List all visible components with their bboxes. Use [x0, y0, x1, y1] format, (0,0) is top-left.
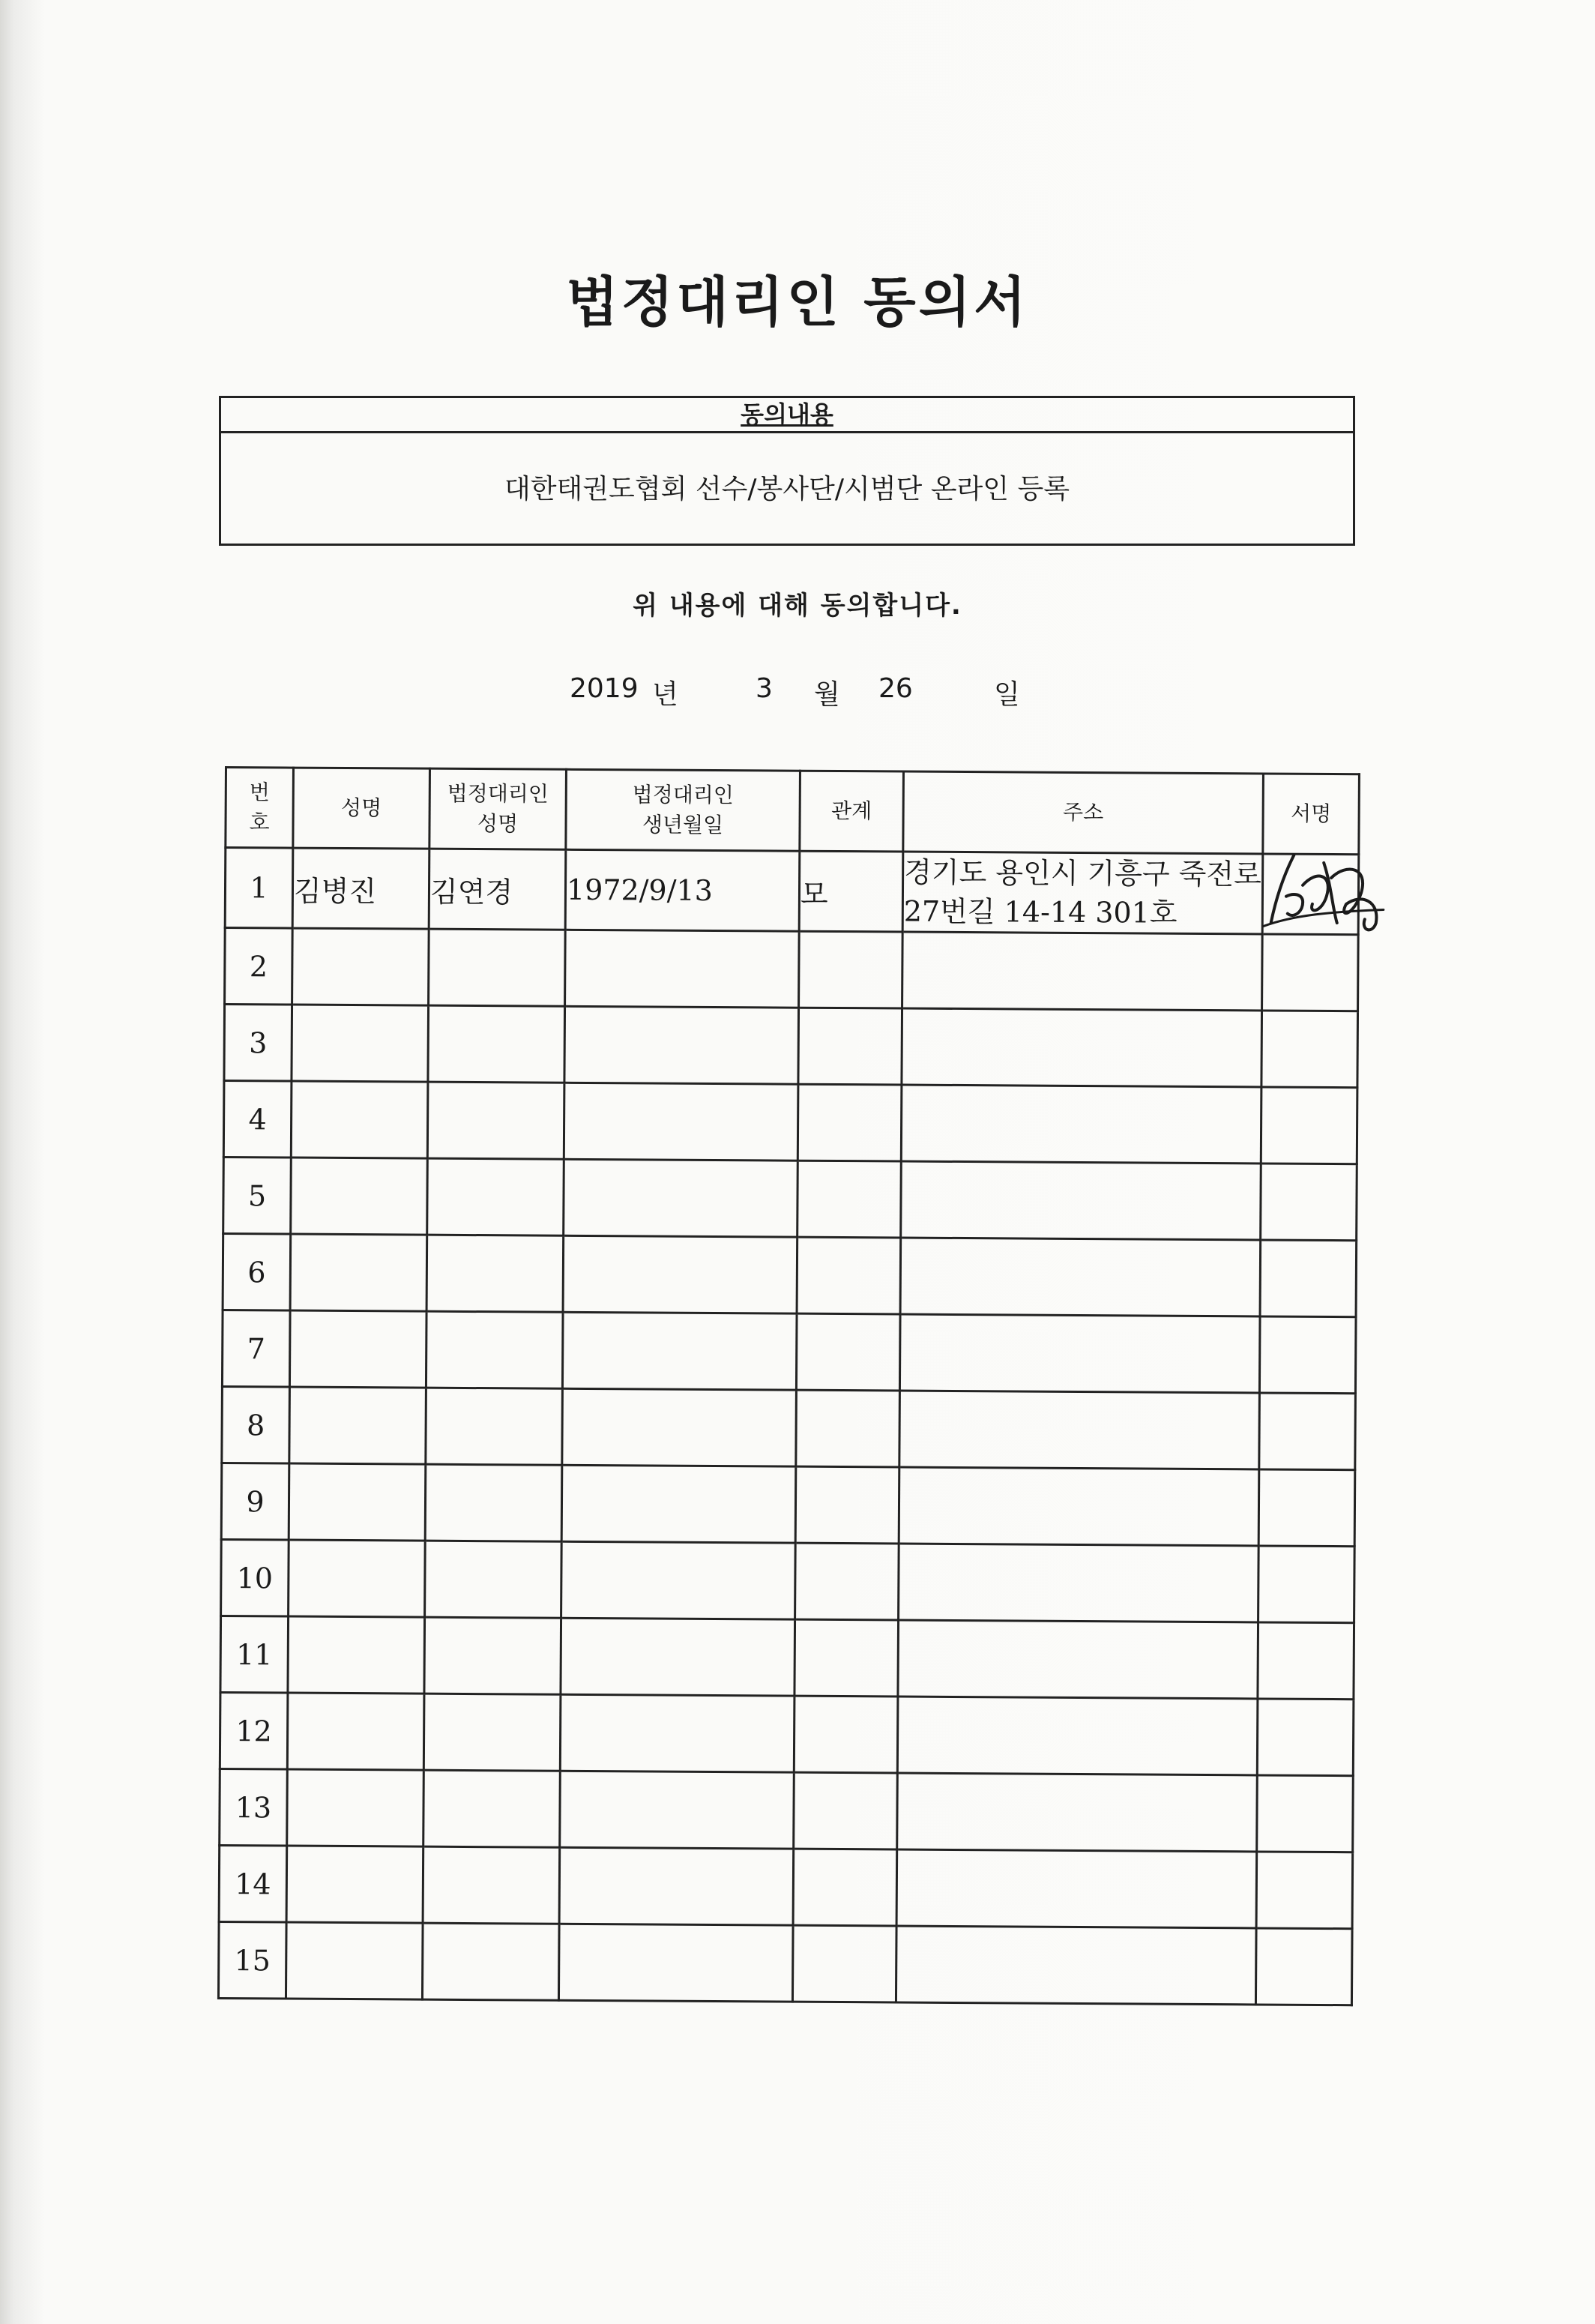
header-guardian-name-line1: 법정대리인	[447, 780, 549, 807]
row-name	[290, 1234, 427, 1311]
row-name	[289, 1463, 426, 1541]
row-signature	[1259, 1393, 1356, 1470]
table-row	[220, 1768, 1354, 1852]
header-address: 주소	[903, 771, 1264, 854]
row-guardian-name	[427, 1158, 564, 1235]
row-relation: 모	[799, 851, 903, 932]
row-guardian-name	[424, 1617, 561, 1694]
header-no	[226, 768, 294, 849]
table-row	[222, 1386, 1356, 1469]
table-row	[220, 1616, 1354, 1699]
row-signature	[1260, 1240, 1357, 1317]
table-row	[221, 1463, 1355, 1546]
date-day-unit: 일	[994, 679, 1020, 710]
row-guardian-birth	[563, 1235, 798, 1313]
header-no-line1: 번	[249, 780, 270, 805]
row-number: 5	[223, 1157, 292, 1234]
table-row	[218, 1921, 1352, 2005]
row-number: 6	[223, 1233, 291, 1310]
row-name	[286, 1846, 423, 1923]
date-year: 2019	[570, 673, 639, 704]
header-guardian-birth	[566, 769, 800, 851]
header-guardian-birth-line2: 생년월일	[642, 812, 724, 838]
row-guardian-birth: 1972/9/13	[565, 849, 800, 931]
consent-box-header	[221, 398, 1353, 433]
row-guardian-name	[429, 929, 566, 1006]
consent-box	[219, 396, 1355, 546]
row-number: 10	[221, 1539, 289, 1616]
row-guardian-birth	[560, 1771, 795, 1849]
row-relation	[795, 1619, 899, 1697]
row-number: 8	[222, 1386, 290, 1463]
row-name	[289, 1387, 426, 1464]
row-guardian-name	[425, 1541, 562, 1618]
row-relation	[798, 1084, 902, 1161]
row-name	[292, 1005, 429, 1082]
header-no-line2: 호	[249, 810, 270, 835]
row-address: 경기도 용인시 기흥구 죽전로 27번길 14-14 301호	[902, 852, 1263, 934]
row-name	[291, 1081, 428, 1158]
date-year-unit: 년	[652, 679, 678, 710]
row-number: 2	[225, 928, 293, 1005]
row-number: 7	[222, 1310, 290, 1387]
row-guardian-birth	[562, 1388, 797, 1466]
row-name	[287, 1693, 424, 1770]
table-row	[221, 1539, 1355, 1622]
header-relation: 관계	[800, 771, 904, 852]
row-guardian-name	[423, 1694, 561, 1771]
row-signature	[1261, 1087, 1357, 1164]
row-number: 13	[220, 1768, 288, 1846]
row-address	[899, 1391, 1260, 1469]
row-guardian-name	[428, 1005, 565, 1083]
table-row	[224, 1005, 1358, 1088]
row-signature	[1258, 1469, 1355, 1547]
row-relation	[796, 1390, 900, 1467]
row-guardian-name: 김연경	[429, 849, 566, 930]
row-address	[902, 1008, 1262, 1087]
row-address	[899, 1467, 1259, 1546]
row-signature	[1258, 1546, 1355, 1623]
row-number: 1	[225, 848, 293, 929]
row-name	[289, 1540, 426, 1617]
row-guardian-birth	[564, 1159, 798, 1237]
row-name	[291, 1158, 428, 1235]
row-address	[897, 1697, 1258, 1775]
row-relation	[792, 1925, 896, 2002]
row-guardian-name	[423, 1770, 561, 1847]
row-guardian-name	[422, 1923, 559, 2000]
row-signature	[1261, 1011, 1358, 1088]
row-signature	[1255, 1928, 1352, 2005]
row-signature	[1256, 1852, 1353, 1929]
row-guardian-name	[426, 1235, 564, 1312]
row-address	[901, 1161, 1261, 1240]
table-row	[220, 1692, 1354, 1775]
row-relation	[795, 1543, 899, 1620]
consent-header-label: 동의내용	[741, 400, 833, 429]
row-address	[896, 1849, 1257, 1928]
agree-statement: 위 내용에 대해 동의합니다.	[633, 591, 962, 621]
row-guardian-name	[423, 1846, 560, 1924]
row-guardian-birth	[561, 1541, 796, 1619]
row-signature	[1258, 1622, 1354, 1700]
date-day: 26	[878, 673, 913, 704]
row-signature	[1262, 934, 1359, 1011]
row-guardian-birth	[562, 1312, 797, 1390]
table-row	[225, 848, 1359, 935]
row-relation	[798, 1008, 902, 1085]
row-signature	[1257, 1775, 1354, 1852]
row-number: 9	[221, 1463, 289, 1540]
row-relation	[797, 1237, 901, 1314]
header-guardian-name	[429, 768, 567, 849]
row-relation	[798, 1161, 902, 1238]
date-month: 3	[756, 673, 773, 704]
header-name: 성명	[293, 768, 430, 849]
handwritten-signature	[1249, 840, 1399, 945]
row-number: 15	[218, 1921, 286, 1999]
row-guardian-birth	[561, 1618, 795, 1696]
row-address	[902, 932, 1263, 1011]
row-signature	[1259, 1316, 1356, 1394]
header-signature: 서명	[1263, 774, 1360, 855]
row-address	[901, 1085, 1261, 1163]
row-address	[897, 1773, 1258, 1852]
row-address	[900, 1238, 1261, 1316]
row-guardian-birth	[565, 930, 800, 1008]
row-guardian-name	[426, 1388, 563, 1465]
table-row	[223, 1081, 1357, 1164]
row-relation	[796, 1313, 900, 1391]
row-guardian-name	[426, 1311, 563, 1388]
row-name	[288, 1616, 425, 1694]
row-signature	[1261, 1163, 1357, 1241]
table-row	[223, 1157, 1357, 1240]
row-number: 4	[223, 1081, 292, 1158]
row-signature	[1262, 854, 1359, 935]
row-address	[899, 1314, 1260, 1393]
table-header-row	[226, 768, 1360, 855]
row-signature	[1257, 1699, 1354, 1776]
header-guardian-name-line2: 성명	[477, 811, 519, 837]
row-guardian-birth	[561, 1465, 796, 1543]
row-name	[292, 928, 429, 1005]
row-name	[289, 1310, 426, 1388]
table-row	[223, 1233, 1357, 1316]
row-name	[287, 1769, 424, 1846]
row-guardian-name	[427, 1082, 564, 1159]
row-relation	[794, 1772, 898, 1849]
table-row	[219, 1845, 1353, 1928]
guardian-table	[217, 766, 1360, 2006]
header-guardian-birth-line1: 법정대리인	[632, 782, 735, 808]
row-guardian-birth	[560, 1694, 795, 1772]
row-relation	[794, 1696, 898, 1773]
date-month-unit: 월	[814, 679, 840, 710]
row-address	[898, 1620, 1258, 1699]
row-name: 김병진	[292, 848, 429, 929]
row-guardian-birth	[564, 1083, 798, 1161]
document-title: 법정대리인 동의서	[566, 271, 1029, 334]
row-guardian-name	[425, 1464, 562, 1541]
row-guardian-birth	[559, 1847, 794, 1925]
table-row	[222, 1310, 1356, 1393]
row-number: 3	[224, 1005, 292, 1082]
row-relation	[795, 1466, 899, 1544]
row-number: 12	[220, 1692, 288, 1769]
row-address	[896, 1926, 1256, 2005]
consent-content: 대한태권도협회 선수/봉사단/시범단 온라인 등록	[504, 474, 1070, 505]
row-guardian-birth	[564, 1006, 799, 1084]
table-row	[225, 928, 1359, 1011]
row-name	[286, 1922, 423, 1999]
row-number: 14	[219, 1845, 287, 1922]
row-relation	[799, 931, 903, 1008]
row-address	[899, 1544, 1259, 1622]
row-number: 11	[220, 1616, 289, 1693]
row-guardian-birth	[558, 1924, 793, 2002]
row-relation	[793, 1849, 897, 1926]
